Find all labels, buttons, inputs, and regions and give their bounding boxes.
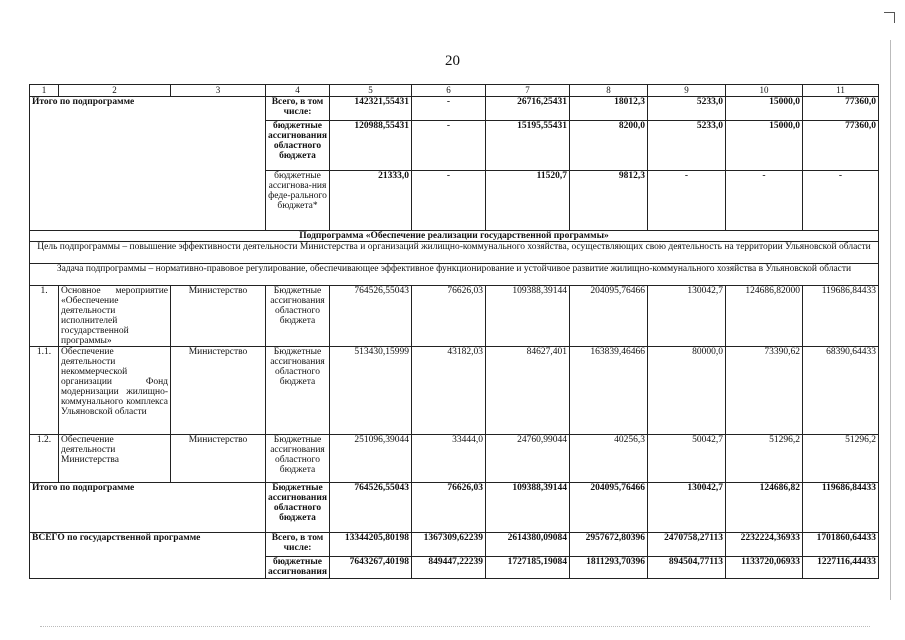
column-number: 11 (803, 85, 879, 97)
amount-cell: - (412, 121, 486, 171)
amount-cell: 9812,3 (570, 171, 648, 231)
subprogram-goal: Цель подпрограммы – повышение эффективности деятельности Министерства и организаций жилищно-коммунального хозяйства, осуществляющих свою деятельность на территории Ульяновской области (30, 242, 879, 264)
item-executor: Министерство (171, 435, 266, 483)
funding-source: бюджетные ассигнования областного бюджета (266, 121, 330, 171)
item-number: 1.1. (30, 347, 59, 435)
amount-cell: 26716,25431 (486, 97, 570, 121)
section-row (30, 231, 879, 242)
amount-cell: 142321,55431 (330, 97, 412, 121)
amount-cell: 204095,76466 (570, 286, 648, 347)
column-number-row (30, 85, 879, 97)
amount-cell: 51296,2 (803, 435, 879, 483)
section-row (30, 242, 879, 264)
amount-cell: - (726, 171, 803, 231)
funding-source: бюджетные ассигнова-ния феде-рального бюджета* (266, 171, 330, 231)
funding-source: Бюджетные ассигнования областного бюджета (266, 483, 330, 533)
amount-cell: - (803, 171, 879, 231)
amount-cell: 15000,0 (726, 97, 803, 121)
amount-cell: 73390,62 (726, 347, 803, 435)
amount-cell: 40256,3 (570, 435, 648, 483)
amount-cell: 77360,0 (803, 121, 879, 171)
amount-cell: 68390,64433 (803, 347, 879, 435)
amount-cell: 764526,55043 (330, 286, 412, 347)
amount-cell: 7643267,40198 (330, 557, 412, 579)
amount-cell: 163839,46466 (570, 347, 648, 435)
amount-cell: - (648, 171, 726, 231)
amount-cell: 513430,15999 (330, 347, 412, 435)
amount-cell: 15195,55431 (486, 121, 570, 171)
budget-table (29, 84, 879, 579)
amount-cell: 130042,7 (648, 483, 726, 533)
funding-source: Всего, в том числе: (266, 97, 330, 121)
amount-cell: 18012,3 (570, 97, 648, 121)
funding-source: Всего, в том числе: (266, 533, 330, 557)
table-row (30, 435, 879, 483)
amount-cell: 1727185,19084 (486, 557, 570, 579)
edge-line (890, 40, 891, 600)
amount-cell: 120988,55431 (330, 121, 412, 171)
item-name: Обеспечение деятельности некоммерческой организации Фонд модернизации жилищно-коммунального комплекса Ульяновской области (59, 347, 171, 435)
amount-cell: 124686,82000 (726, 286, 803, 347)
amount-cell: 1227116,44433 (803, 557, 879, 579)
corner-mark (884, 12, 895, 23)
amount-cell: 76626,03 (412, 483, 486, 533)
amount-cell: 1367309,62239 (412, 533, 486, 557)
amount-cell: 50042,7 (648, 435, 726, 483)
column-number: 5 (330, 85, 412, 97)
item-number: 1. (30, 286, 59, 347)
column-number: 8 (570, 85, 648, 97)
amount-cell: 1811293,70396 (570, 557, 648, 579)
amount-cell: 1133720,06933 (726, 557, 803, 579)
amount-cell: 24760,99044 (486, 435, 570, 483)
grand-total-title: ВСЕГО по государственной программе (30, 533, 266, 579)
amount-cell: 43182,03 (412, 347, 486, 435)
table-row (30, 286, 879, 347)
amount-cell: 1701860,64433 (803, 533, 879, 557)
amount-cell: 109388,39144 (486, 483, 570, 533)
column-number: 4 (266, 85, 330, 97)
column-number: 2 (59, 85, 171, 97)
funding-source: Бюджетные ассигнования областного бюджета (266, 347, 330, 435)
scan-edge (40, 626, 870, 628)
item-executor: Министерство (171, 347, 266, 435)
column-number: 1 (30, 85, 59, 97)
subtotal-title: Итого по подпрограмме (30, 97, 266, 231)
subprogram-title: Подпрограмма «Обеспечение реализации государственной программы» (30, 231, 879, 242)
table-row (30, 97, 879, 121)
item-name: Основное мероприятие «Обеспечение деятельности исполнителей государственной программы» (59, 286, 171, 347)
amount-cell: 21333,0 (330, 171, 412, 231)
amount-cell: 109388,39144 (486, 286, 570, 347)
amount-cell: 33444,0 (412, 435, 486, 483)
amount-cell: - (412, 171, 486, 231)
amount-cell: 5233,0 (648, 121, 726, 171)
amount-cell: 77360,0 (803, 97, 879, 121)
amount-cell: 251096,39044 (330, 435, 412, 483)
amount-cell: 204095,76466 (570, 483, 648, 533)
column-number: 3 (171, 85, 266, 97)
amount-cell: 2232224,36933 (726, 533, 803, 557)
amount-cell: 84627,401 (486, 347, 570, 435)
amount-cell: 13344205,80198 (330, 533, 412, 557)
funding-source: Бюджетные ассигнования областного бюджета (266, 435, 330, 483)
amount-cell: 8200,0 (570, 121, 648, 171)
amount-cell: 11520,7 (486, 171, 570, 231)
funding-source: Бюджетные ассигнования областного бюджета (266, 286, 330, 347)
amount-cell: 80000,0 (648, 347, 726, 435)
amount-cell: 2614380,09084 (486, 533, 570, 557)
amount-cell: 76626,03 (412, 286, 486, 347)
column-number: 6 (412, 85, 486, 97)
item-number: 1.2. (30, 435, 59, 483)
item-executor: Министерство (171, 286, 266, 347)
table-row (30, 533, 879, 557)
amount-cell: 849447,22239 (412, 557, 486, 579)
amount-cell: 119686,84433 (803, 483, 879, 533)
funding-source: бюджетные ассигнования (266, 557, 330, 579)
amount-cell: 894504,77113 (648, 557, 726, 579)
subtotal-title: Итого по подпрограмме (30, 483, 266, 533)
item-name: Обеспечение деятельности Министерства (59, 435, 171, 483)
column-number: 7 (486, 85, 570, 97)
table-row (30, 483, 879, 533)
amount-cell: 124686,82 (726, 483, 803, 533)
page-number: 20 (445, 53, 460, 69)
amount-cell: 2470758,27113 (648, 533, 726, 557)
amount-cell: 764526,55043 (330, 483, 412, 533)
amount-cell: 130042,7 (648, 286, 726, 347)
amount-cell: 2957672,80396 (570, 533, 648, 557)
column-number: 9 (648, 85, 726, 97)
amount-cell: 15000,0 (726, 121, 803, 171)
amount-cell: 119686,84433 (803, 286, 879, 347)
amount-cell: 51296,2 (726, 435, 803, 483)
table-row (30, 347, 879, 435)
column-number: 10 (726, 85, 803, 97)
subprogram-task: Задача подпрограммы – нормативно-правовое регулирование, обеспечивающее эффективное функционирование и устойчивое развитие жилищно-коммунального хозяйства в Ульяновской области (30, 264, 879, 286)
section-row (30, 264, 879, 286)
amount-cell: - (412, 97, 486, 121)
amount-cell: 5233,0 (648, 97, 726, 121)
